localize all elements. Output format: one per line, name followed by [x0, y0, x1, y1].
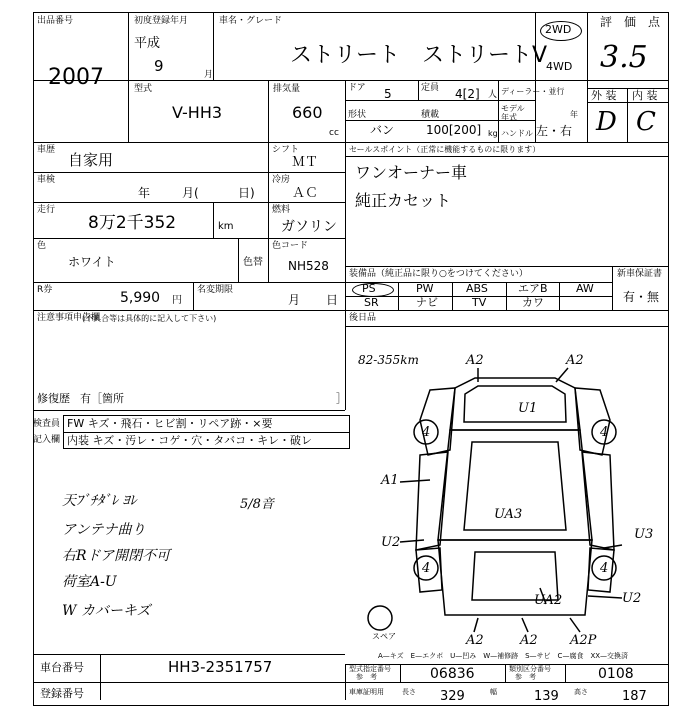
grid-line [400, 664, 401, 682]
grid-line [268, 142, 269, 282]
era: 平成 [134, 36, 161, 51]
mark-wheel-fr: 4 [600, 425, 609, 440]
grid-line [63, 432, 350, 433]
mileage-label: 走行 [37, 205, 56, 215]
grid-line [33, 202, 345, 203]
model: V-HH3 [172, 103, 223, 122]
cc-unit: cc [329, 128, 339, 138]
grid-line [535, 12, 536, 142]
damage-legend: A—キズ E—エクボ U—凹み W—補修跡 S—サビ C—腐食 XX—交換済 [378, 652, 629, 660]
shape: バン [370, 123, 395, 137]
mark-left-u2: U2 [381, 535, 401, 550]
drive-2wd: 2WD [545, 23, 572, 36]
mark-hood: U1 [518, 401, 538, 416]
mark-front-a2-left: A2 [466, 353, 484, 368]
grid-line [505, 664, 506, 682]
grid-line [418, 80, 419, 100]
sales-point-2: 純正カセット [355, 191, 452, 210]
width: 139 [534, 689, 559, 704]
shape-label: 形状 [348, 110, 367, 120]
equip-sr: SR [364, 296, 379, 309]
load: 100[200] [426, 123, 482, 137]
name-change-label: 名変期限 [197, 285, 234, 295]
inspection-day: 日) [238, 186, 255, 200]
grid-line [193, 282, 194, 310]
grid-line [452, 282, 453, 310]
mark-front-a2-right: A2 [566, 353, 584, 368]
load-label: 積載 [421, 110, 440, 120]
grid-line [587, 12, 588, 142]
grid-line [213, 12, 214, 80]
equipment-label: 装備品（純正品に限り○をつけてください） [349, 269, 528, 279]
hand-note-3: 右Rドア開閉不可 [62, 548, 171, 564]
hand-note-4: 荷室A-U [62, 574, 117, 590]
recycle-label: R券 [37, 285, 53, 295]
score: 3.5 [600, 40, 648, 75]
repair-value: 有［箇所 [80, 392, 124, 405]
sales-points-label: セールスポイント（正常に機能するものに限ります） [349, 145, 541, 154]
dealer-label: ディーラー・並行 [501, 87, 565, 96]
inspector-label2: 記入欄 [33, 435, 61, 445]
length: 329 [440, 689, 465, 704]
inspector-line2: 内装 キズ・汚レ・コゲ・穴・タバコ・キレ・破レ [67, 434, 313, 447]
equip-tv: TV [472, 296, 487, 309]
inspection-month: 月( [182, 186, 199, 200]
grid-line [627, 88, 628, 142]
equip-airbag: エアB [518, 282, 548, 295]
mark-bottom-a2-1: A2 [466, 633, 484, 648]
grid-line [33, 410, 345, 411]
class-no-ref: 参 考 [515, 673, 536, 681]
ac: ＡＣ [292, 186, 319, 201]
doors-label: ドア [348, 83, 366, 93]
drive-4wd: 4WD [546, 60, 573, 73]
type-no: 06836 [430, 666, 475, 682]
type-no-ref: 参 考 [356, 673, 377, 681]
grid-line [398, 282, 399, 310]
lot-no: 2007 [48, 65, 104, 90]
grid-line [238, 238, 239, 282]
height-label: 高さ [574, 688, 588, 696]
grid-line [345, 142, 346, 310]
first-reg-label: 初度登録年月 [134, 16, 189, 26]
hand-note-2: アンテナ曲り [62, 522, 146, 538]
mark-wheel-rl: 4 [422, 561, 431, 576]
inspector-label: 検査員 [33, 419, 61, 429]
mark-wheel-fl: 4 [422, 425, 431, 440]
notes-sub: (不具合等は具体的に記入して下さい) [82, 314, 217, 323]
grid-line [33, 172, 345, 173]
hand-note-5: W カバーキズ [62, 603, 151, 619]
grid-line [345, 664, 346, 700]
kg-unit: kg [488, 129, 498, 138]
equip-aw: AW [576, 282, 594, 295]
grid-line [128, 12, 129, 142]
car-damage-diagram [360, 360, 660, 650]
exterior-label: 外 装 [591, 89, 617, 102]
grid-line [33, 654, 345, 655]
grid-line [345, 156, 669, 157]
interior-label: 内 装 [632, 89, 658, 102]
warranty-label: 新車保証書 [617, 269, 663, 279]
grid-line [213, 202, 214, 238]
grid-line [506, 282, 507, 310]
shift: ＭＴ [292, 155, 319, 170]
reg-label: 登録番号 [40, 687, 84, 700]
grid-line [345, 100, 535, 101]
hand-side-note: 5/8音 [240, 497, 274, 512]
mark-bottom-a2-2: A2 [520, 633, 538, 648]
cert-label: 車庫証明用 [349, 688, 384, 696]
color: ホワイト [68, 255, 116, 269]
inspector-line1: FW キズ・飛石・ヒビ割・リペア跡・×要 [67, 417, 273, 430]
history-value: 自家用 [68, 151, 114, 169]
grid-line [33, 282, 345, 283]
name-change-month: 月 [288, 293, 301, 307]
grid-line [345, 326, 669, 327]
capacity: 4[2] [455, 87, 480, 101]
mark-left-a1: A1 [381, 473, 399, 488]
name-change-day: 日 [326, 293, 339, 307]
color-label: 色 [37, 241, 47, 251]
color-code-label: 色コード [272, 241, 309, 251]
fuel: ガソリン [281, 219, 337, 235]
doors: 5 [384, 87, 392, 101]
lot-no-label: 出品番号 [37, 16, 74, 26]
repaint-label: 色替 [243, 257, 263, 268]
equip-pw: PW [416, 282, 434, 295]
class-no-label: 類別区分番号 [509, 665, 551, 673]
ac-label: 冷房 [272, 175, 291, 185]
notes-label: 注意事項申告欄 [37, 313, 101, 323]
sales-point-1: ワンオーナー車 [355, 163, 468, 182]
month-unit: 月 [204, 70, 214, 80]
grid-line [345, 266, 669, 267]
car-name-label: 車名・グレード [219, 16, 283, 26]
mileage: 8万2千352 [88, 213, 177, 233]
hand-mileage-note: 82-355km [358, 353, 419, 367]
color-code: NH528 [288, 259, 329, 273]
score-label: 評 価 点 [600, 15, 661, 29]
mark-roof: UA3 [494, 507, 523, 522]
handle: 左・右 [536, 124, 573, 138]
grid-line [268, 80, 269, 142]
equip-ps: PS [362, 282, 376, 295]
interior-grade: C [636, 107, 656, 137]
mark-right-u3: U3 [634, 527, 654, 542]
recycle: 5,990 [120, 290, 161, 306]
width-label: 幅 [490, 688, 497, 696]
model-label: 型式 [134, 84, 153, 94]
chassis: HH3-2351757 [168, 658, 273, 676]
history-label: 車歴 [37, 145, 56, 155]
model-year-label: モデル年式 [501, 104, 525, 122]
grid-line [559, 282, 560, 310]
later-label: 後日品 [349, 313, 377, 323]
grid-line [33, 682, 669, 683]
inspection-label: 車検 [37, 175, 56, 185]
capacity-label: 定員 [421, 83, 440, 93]
chassis-label: 車台番号 [40, 661, 84, 674]
fuel-label: 燃料 [272, 205, 291, 215]
grid-line [100, 654, 101, 700]
displacement: 660 [292, 103, 323, 122]
grid-line [587, 102, 669, 103]
grid-line [498, 80, 499, 142]
mark-bottom-a2p: A2P [570, 633, 597, 648]
repair-close: ］ [336, 392, 347, 405]
handle-label: ハンドル [501, 129, 533, 138]
person-unit: 人 [488, 90, 498, 100]
grid-line [612, 266, 613, 310]
mark-right-u2: U2 [622, 591, 642, 606]
model-year-unit: 年 [570, 110, 578, 119]
type-no-label: 型式指定番号 [349, 665, 391, 673]
shift-label: シフト [272, 145, 300, 155]
grid-line [345, 80, 346, 142]
inspection-year: 年 [138, 186, 151, 200]
grid-line [33, 238, 345, 239]
length-label: 長さ [402, 688, 416, 696]
exterior-grade: D [596, 107, 617, 137]
grid-line [345, 664, 669, 665]
spare-label: スペア [372, 632, 396, 641]
grid-line [565, 664, 566, 682]
km-unit: km [218, 221, 234, 232]
grid-line [33, 142, 669, 143]
hand-note-1: 天ﾌﾞﾁﾀﾞﾚ ﾖﾚ [62, 493, 137, 509]
first-reg-year: 9 [154, 57, 164, 75]
yen-unit: 円 [172, 295, 182, 306]
car-name: ストリート ストリートV [290, 43, 548, 68]
repair-label: 修復歴 [37, 392, 70, 405]
equip-abs: ABS [466, 282, 488, 295]
equip-leather: カワ [522, 296, 544, 309]
mark-wheel-rr: 4 [600, 561, 609, 576]
grid-line [33, 310, 669, 311]
warranty: 有・無 [623, 290, 660, 304]
class-no: 0108 [598, 666, 634, 682]
height: 187 [622, 689, 647, 704]
equip-navi: ナビ [416, 296, 438, 309]
mark-rear: UA2 [534, 593, 563, 608]
displacement-label: 排気量 [273, 84, 301, 94]
